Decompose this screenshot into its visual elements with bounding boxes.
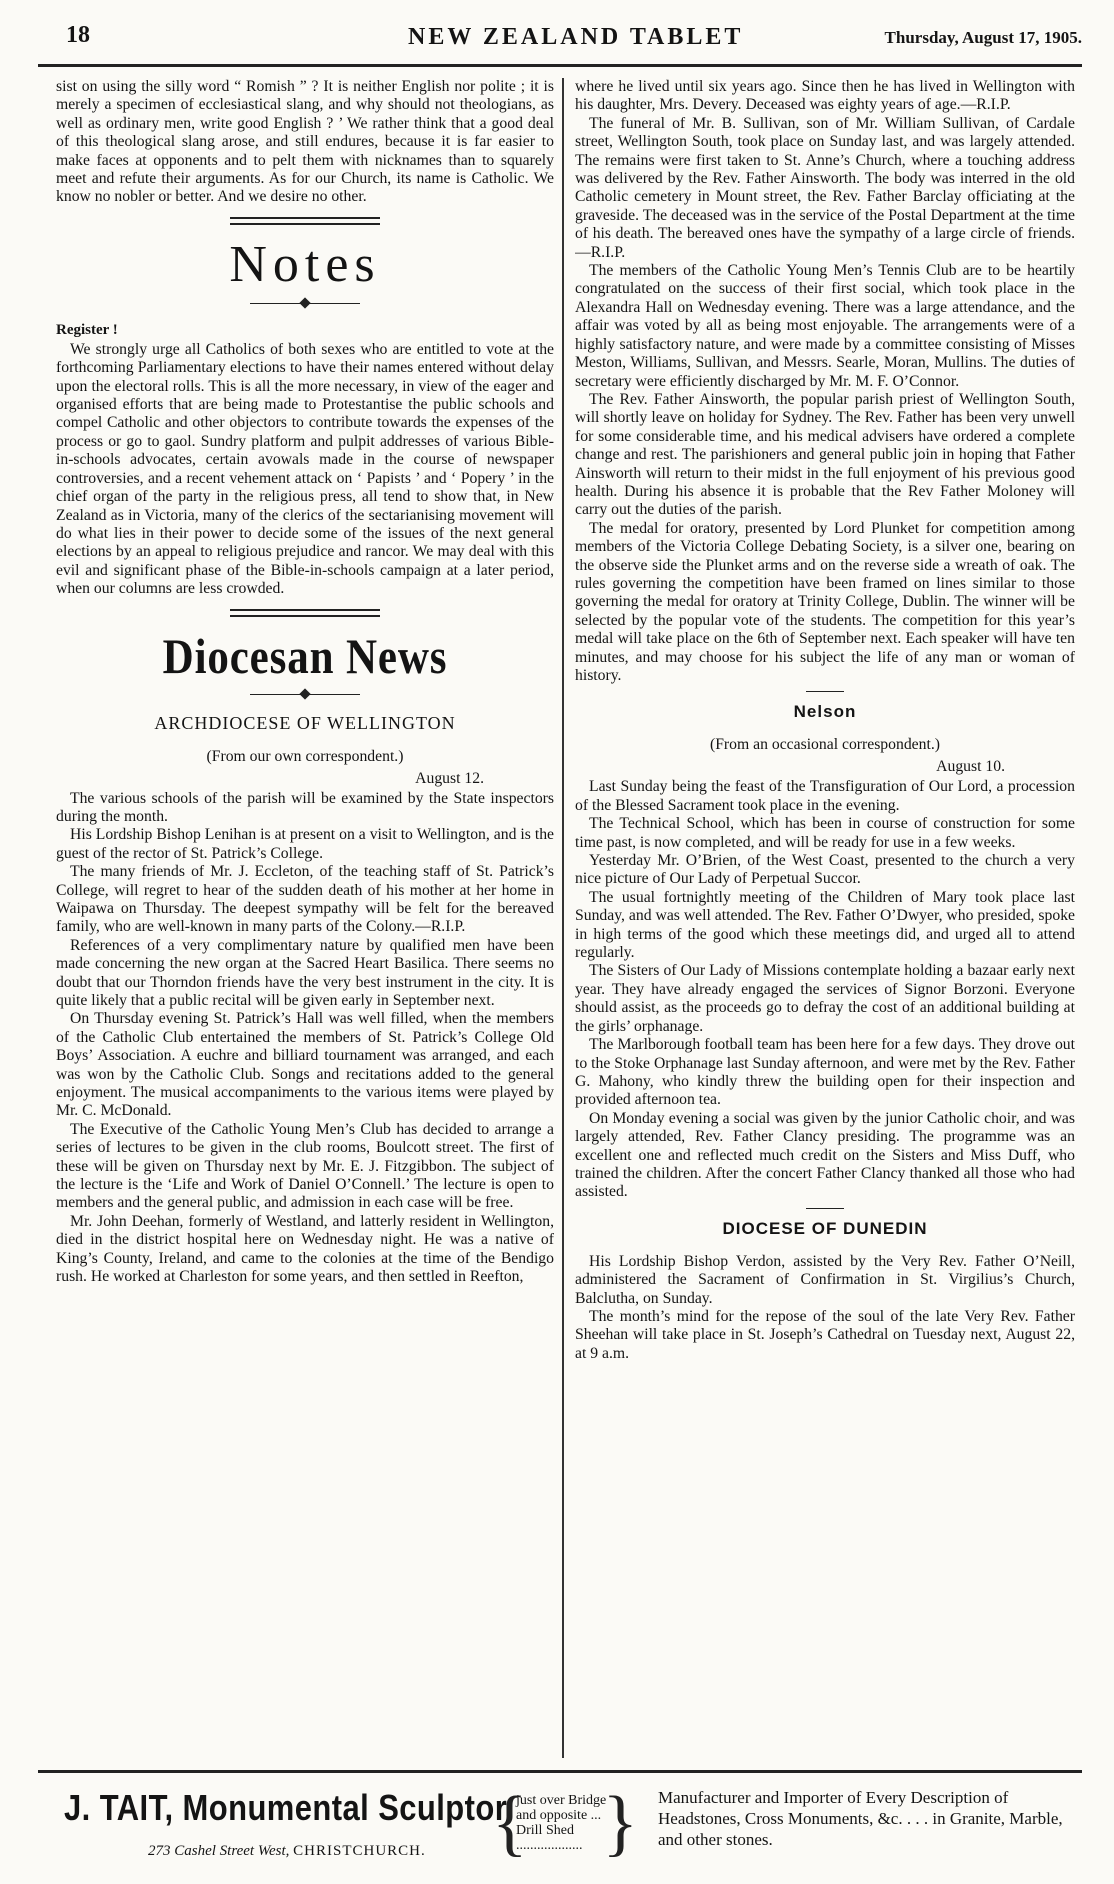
news-paragraph: The Technical School, which has been in course of construction for some time past, is now completed, and will be ready for use in a few weeks. — [575, 815, 1075, 851]
short-rule — [806, 691, 844, 692]
news-paragraph: The Marlborough football team has been here for a few days. They drove out to the Stoke Orphanage last Sunday afternoon, and were met by the Rev. Father G. Mahony, who kindly threw the building open for their inspection and provided afternoon tea. — [575, 1036, 1075, 1109]
double-rule — [230, 217, 380, 225]
news-paragraph: On Thursday evening St. Patrick’s Hall was well filled, when the members of the Catholic Club entertained the members of St. Patrick’s College Old Boys’ Association. A euchre and billiard tournament was arranged, and each was won by the Catholic Club. Songs and recitations added to the general enjoyment. The musical accompaniments to the various items were played by Mr. C. McDonald. — [56, 1010, 554, 1120]
ad-location-line: just over Bridge — [516, 1793, 607, 1808]
nelson-heading: Nelson — [793, 702, 857, 722]
ad-business-name: J. TAIT, Monumental Sculptor — [64, 1787, 508, 1828]
news-paragraph: where he lived until six years ago. Since then he has lived in Wellington with his daughter, Mrs. Devery. Deceased was eighty years of age.—R.I.P. — [575, 78, 1075, 114]
news-paragraph: Mr. John Deehan, formerly of Westland, and latterly resident in Wellington, died in the district hospital here on Wednesday night. He was a native of King’s County, Ireland, and came to the colonies at the time of the Bendigo rush. He worked at Charleston for some years, and then settled in Reefton, — [56, 1212, 554, 1286]
news-paragraph: The Executive of the Catholic Young Men’s Club has decided to arrange a series of lectures to be given in the club rooms, Boulcott street. The first of these will be given on Thursday next by Mr. E. J. Fitzgibbon. The subject of the lecture is the ‘Life and Work of Daniel O’Connell.’ The lecture is open to members and the general public, and admission in each case will be free. — [56, 1120, 554, 1212]
intro-paragraph: sist on using the silly word “ Romish ” ? It is neither English nor polite ; it is merely a specimen of ecclesiastical slang, and why should not theologians, as well as ordinary men, write good English ? ’ We rather think that a good deal of this theological slang arose, and still endures, because it is far easier to make faces at opponents and to pelt them with nicknames than to squarely meet and refute their arguments. As for our Church, its name is Catholic. We know no nobler or better. And we desire no other. — [56, 78, 554, 206]
advertisement — [38, 1770, 1082, 1871]
page-number: 18 — [66, 22, 90, 48]
ad-city: CHRISTCHURCH. — [293, 1843, 426, 1859]
column-divider — [562, 78, 564, 1758]
left-brace-icon: { — [492, 1782, 528, 1864]
diocesan-news-heading: Diocesan News — [162, 627, 448, 684]
register-paragraph: We strongly urge all Catholics of both sexes who are entitled to vote at the forthcoming Parliamentary elections to have their names entered without delay upon the electoral rolls. This is all the more necessary, in view of the eager and organised efforts that are being made to Protestantise the public schools and compel Catholic and other objectors to contribute towards the expenses of the process or go to gaol. Sundry platform and pulpit addresses of various Bible-in-schools advocates, certain avowals made in the course of newspaper controversies, and a recent vehement attack on ‘ Papists ’ and ‘ Popery ’ in the chief organ of the party in the religious press, all tend to show that, in New Zealand as in Victoria, many of the clerics of the sectarianising movement will do what lies in their power to decide some of the issues of the next general elections by an appeal to religious prejudice and rancor. We may deal with this evil and significant phase of the Bible-in-schools campaign at a later period, when our columns are less crowded. — [56, 340, 554, 598]
ad-location-text — [516, 1793, 606, 1853]
correspondent-line: (From an occasional correspondent.) — [709, 736, 940, 754]
ad-address — [148, 1843, 426, 1860]
ad-location-line: Drill Shed — [516, 1823, 574, 1838]
news-paragraph: The Rev. Father Ainsworth, the popular parish priest of Wellington South, will shortly leave on holiday for Sydney. The Rev. Father has been very unwell for some considerable time, and his medical advisers have ordered a complete change and rest. The parishioners and general public join in hoping that Father Ainsworth will return to their midst in the full enjoyment of his previous good health. During his absence it is probable that the Rev Father Moloney will carry out the duties of the parish. — [575, 390, 1075, 519]
news-paragraph: The medal for oratory, presented by Lord Plunket for competition among members of the Victoria College Debating Society, is a silver one, bearing on the observe side the Plunket arms and on the reverse side a wreath of oak. The rules governing the competition have been framed on lines similar to those governing the medal for oratory at Trinity College, Dublin. The winner will be selected by the popular vote of the students. The competition for this year’s medal will take place on the 6th of September next. Each speaker will have ten minutes, and may choose for his subject the life of any man or woman of history. — [575, 519, 1075, 684]
correspondent-line: (From our own correspondent.) — [206, 747, 404, 765]
diamond-rule — [250, 689, 360, 701]
news-paragraph: The members of the Catholic Young Men’s Tennis Club are to be heartily congratulated on the success of their first social, which took place in the Alexandra Hall on Wednesday evening. There was a large attendance, and the affair was voted by all as being most enjoyable. The arrangements were of a highly satisfactory nature, and were made by a committee consisting of Misses Meston, Williams, Sullivan, and Messrs. Searle, Moran, Mullins. The duties of secretary were efficiently discharged by Mr. M. F. O’Connor. — [575, 262, 1075, 390]
ad-location-box — [492, 1782, 638, 1864]
page-header — [38, 22, 1082, 67]
news-paragraph: His Lordship Bishop Lenihan is at present on a visit to Wellington, and is the guest of the rector of St. Patrick’s College. — [56, 826, 554, 862]
diamond-rule — [250, 298, 360, 310]
news-paragraph: The month’s mind for the repose of the soul of the late Very Rev. Father Sheehan will take place in St. Joseph’s Cathedral on Tuesday next, August 22, at 9 a.m. — [575, 1307, 1075, 1362]
dateline: August 10. — [936, 758, 1005, 776]
double-rule — [230, 609, 380, 617]
ad-street: 273 Cashel Street West, — [148, 1843, 290, 1859]
publication-date: Thursday, August 17, 1905. — [884, 28, 1082, 47]
news-paragraph: His Lordship Bishop Verdon, assisted by the Very Rev. Father O’Neill, administered the Sacrament of Confirmation in St. Virgilius’s Church, Balclutha, on Sunday. — [575, 1252, 1075, 1307]
news-paragraph: The usual fortnightly meeting of the Children of Mary took place last Sunday, and was well attended. The Rev. Father O’Dwyer, who presided, spoke in high terms of the good which these meetings did, and urged all to attend regularly. — [575, 888, 1075, 962]
news-paragraph: On Monday evening a social was given by the junior Catholic choir, and was largely attended, Rev. Father Clancy presiding. The programme was an excellent one and reflected much credit on the Sisters and Miss Duff, who trained the children. After the concert Father Clancy thanked all those who had assisted. — [575, 1109, 1075, 1201]
news-paragraph: The various schools of the parish will be examined by the State inspectors during the month. — [56, 789, 554, 825]
news-paragraph: Last Sunday being the feast of the Transfiguration of Our Lord, a procession of the Blessed Sacrament took place in the evening. — [575, 778, 1075, 814]
news-paragraph: The Sisters of Our Lady of Missions contemplate holding a bazaar early next year. They have already engaged the services of Signor Borzoni. Everyone should assist, as the proceeds go to defray the cost of an additional building at the girls’ orphanage. — [575, 962, 1075, 1035]
left-column — [56, 78, 554, 1758]
archdiocese-heading: ARCHDIOCESE OF WELLINGTON — [154, 712, 456, 733]
dunedin-heading: DIOCESE OF DUNEDIN — [722, 1218, 928, 1238]
notes-heading: Notes — [229, 235, 381, 293]
right-column — [575, 78, 1075, 1758]
news-paragraph: References of a very complimentary nature by qualified men have been made concerning the new organ at the Sacred Heart Basilica. There seems no doubt that our Thorndon friends have the very best instrument in the city. It is quite likely that a public recital will be given early in September next. — [56, 936, 554, 1009]
news-paragraph: Yesterday Mr. O’Brien, of the West Coast, presented to the church a very nice picture of Our Lady of Perpetual Succor. — [575, 852, 1075, 888]
ad-description: Manufacturer and Importer of Every Description of Headstones, Cross Monuments, &c. . . . in Granite, Marble, and other stones. — [658, 1788, 1063, 1849]
short-rule — [806, 1208, 844, 1209]
ad-location-line: ................... — [516, 1838, 583, 1853]
masthead: NEW ZEALAND TABLET — [408, 24, 744, 50]
register-heading: Register ! — [56, 321, 118, 338]
ad-location-line: and opposite ... — [516, 1808, 602, 1823]
right-brace-icon: } — [602, 1782, 638, 1864]
news-paragraph: The funeral of Mr. B. Sullivan, son of Mr. William Sullivan, of Cardale street, Wellington South, took place on Sunday last, and was largely attended. The remains were first taken to St. Anne’s Church, where a touching address was delivered by the Rev. Father Ainsworth. The body was interred in the old Catholic cemetery in Mount street, the Rev. Father Barclay officiating at the graveside. The deceased was in the service of the Postal Department at the time of his death. The bereaved ones have the sympathy of a large circle of friends.—R.I.P. — [575, 114, 1075, 261]
news-paragraph: The many friends of Mr. J. Eccleton, of the teaching staff of St. Patrick’s College, will regret to hear of the sudden death of his mother at her home in Waipawa on Thursday. The deepest sympathy will be felt for the bereaved family, who are well-known in many parts of the Colony.—R.I.P. — [56, 863, 554, 936]
dateline: August 12. — [415, 769, 484, 787]
